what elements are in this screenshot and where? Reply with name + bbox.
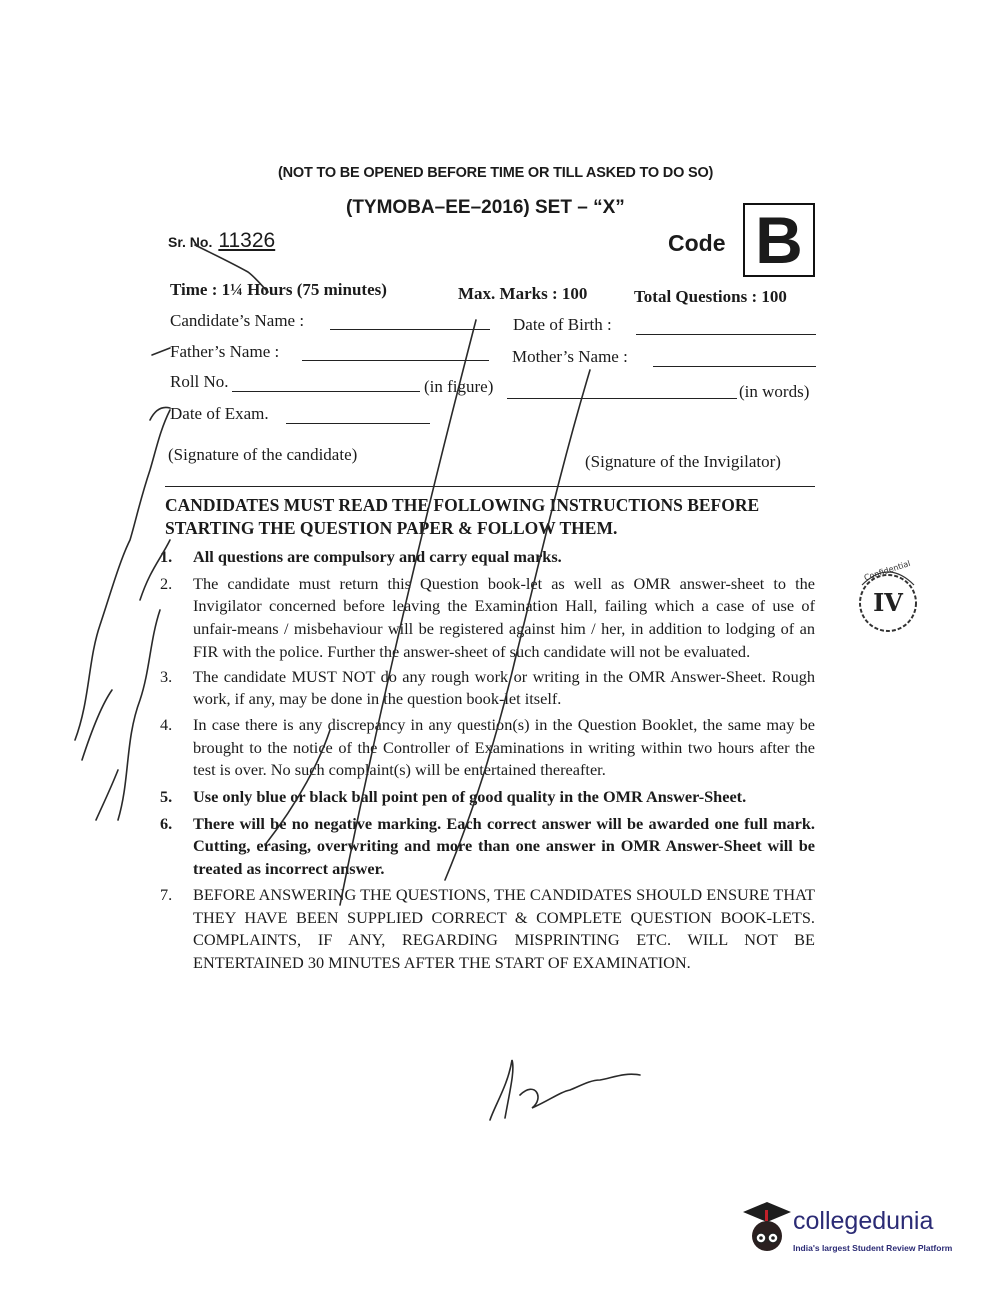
exam-title: (TYMOBA–EE–2016) SET – “X” bbox=[346, 197, 625, 218]
candidate-signature-label: (Signature of the candidate) bbox=[168, 445, 358, 464]
not-to-be-opened-notice: (NOT TO BE OPENED BEFORE TIME OR TILL ASKED TO DO SO) bbox=[278, 165, 714, 181]
instruction-number: 6. bbox=[160, 813, 173, 833]
stamp-word: Confidential bbox=[862, 558, 912, 583]
instruction-number: 2. bbox=[160, 573, 173, 593]
invigilator-signature-label: (Signature of the Invigilator) bbox=[585, 452, 781, 471]
instruction-text: BEFORE ANSWERING THE QUESTIONS, THE CANDIDATES SHOULD ENSURE THAT THEY HAVE BEEN SUPPLIED CORRECT & COMPLETE QUESTION BOOK-LETS. COMPLAINTS, IF ANY, REGARDING MISPRINTING ETC. WILL NOT BE ENTERTAINED 30 MINUTES AFTER THE START OF EXAMINATION. bbox=[193, 884, 815, 972]
date-of-exam-label: Date of Exam. bbox=[170, 404, 269, 423]
candidate-name-line bbox=[330, 328, 490, 330]
father-name-line bbox=[302, 359, 489, 361]
instruction-number: 1. bbox=[160, 547, 173, 566]
serial-number-label: Sr. No. bbox=[168, 234, 213, 250]
collegedunia-wordmark: collegedunia bbox=[793, 1207, 934, 1235]
instruction-item bbox=[160, 573, 815, 664]
father-name-label: Father’s Name : bbox=[170, 342, 280, 361]
roll-no-figure-line bbox=[232, 390, 420, 392]
instruction-item bbox=[160, 666, 815, 711]
instruction-item bbox=[160, 884, 815, 975]
instructions-list bbox=[160, 546, 815, 975]
instruction-text: Use only blue or black ball point pen of good quality in the OMR Answer-Sheet. bbox=[193, 787, 747, 807]
divider-line bbox=[165, 486, 815, 487]
instruction-number: 5. bbox=[160, 787, 173, 807]
instruction-item bbox=[160, 546, 815, 569]
instruction-number: 4. bbox=[160, 714, 173, 734]
collegedunia-tagline: India's largest Student Review Platform bbox=[793, 1243, 953, 1253]
roll-no-words-line bbox=[507, 397, 737, 399]
instruction-item bbox=[160, 813, 815, 881]
instruction-number: 3. bbox=[160, 666, 173, 686]
serial-number bbox=[168, 229, 275, 253]
serial-number-value: 11326 bbox=[218, 229, 276, 252]
collegedunia-logo-icon bbox=[737, 1196, 793, 1258]
mother-name-line bbox=[653, 365, 816, 367]
confidential-stamp bbox=[852, 555, 922, 651]
in-words-label: (in words) bbox=[739, 382, 810, 401]
instruction-number: 7. bbox=[160, 884, 173, 904]
max-marks: Max. Marks : 100 bbox=[458, 284, 588, 303]
instruction-item bbox=[160, 714, 815, 782]
instructions-heading: CANDIDATES MUST READ THE FOLLOWING INSTRUCTIONS BEFORE STARTING THE QUESTION PAPER & FOLLOW THEM. bbox=[165, 495, 760, 538]
date-of-birth-line bbox=[636, 333, 816, 335]
date-of-exam-line bbox=[286, 422, 430, 424]
mother-name-label: Mother’s Name : bbox=[512, 347, 628, 366]
instruction-text: There will be no negative marking. Each correct answer will be awarded one full mark. Cutting, erasing, overwriting and more than one answer in OMR Answer-Sheet will be treated as incorrect answer. bbox=[193, 813, 815, 879]
date-of-birth-label: Date of Birth : bbox=[513, 315, 612, 334]
candidate-name-label: Candidate’s Name : bbox=[170, 311, 305, 330]
total-questions: Total Questions : 100 bbox=[634, 287, 787, 306]
code-box: B bbox=[743, 203, 815, 277]
in-figure-label: (in figure) bbox=[424, 377, 494, 396]
stamp-mark: IV bbox=[873, 588, 903, 617]
instruction-item bbox=[160, 786, 815, 809]
candidate-name-field bbox=[170, 311, 304, 331]
instruction-text: The candidate must return this Question book-let as well as OMR answer-sheet to the Invigilator concerned before leaving the Examination Hall, failing which a case of use of unfair-means / misbehaviour will be registered against him / her, in addition to lodging of an FIR with the police. Further the answer-sheet of such candidate will not be evaluated. bbox=[193, 573, 815, 661]
instruction-text: All questions are compulsory and carry equal marks. bbox=[193, 547, 562, 566]
instruction-text: In case there is any discrepancy in any question(s) in the Question Booklet, the same may be brought to the notice of the Controller of Examinations in writing within two hours after the test is over. No such complaint(s) will be entertained thereafter. bbox=[193, 714, 815, 780]
roll-no-label: Roll No. bbox=[170, 372, 229, 391]
instruction-text: The candidate MUST NOT do any rough work or writing in the OMR Answer-Sheet. Rough work, if any, may be done in the question book-let itself. bbox=[193, 666, 815, 709]
exam-time: Time : 1¼ Hours (75 minutes) bbox=[170, 280, 387, 299]
code-label: Code bbox=[668, 230, 726, 256]
